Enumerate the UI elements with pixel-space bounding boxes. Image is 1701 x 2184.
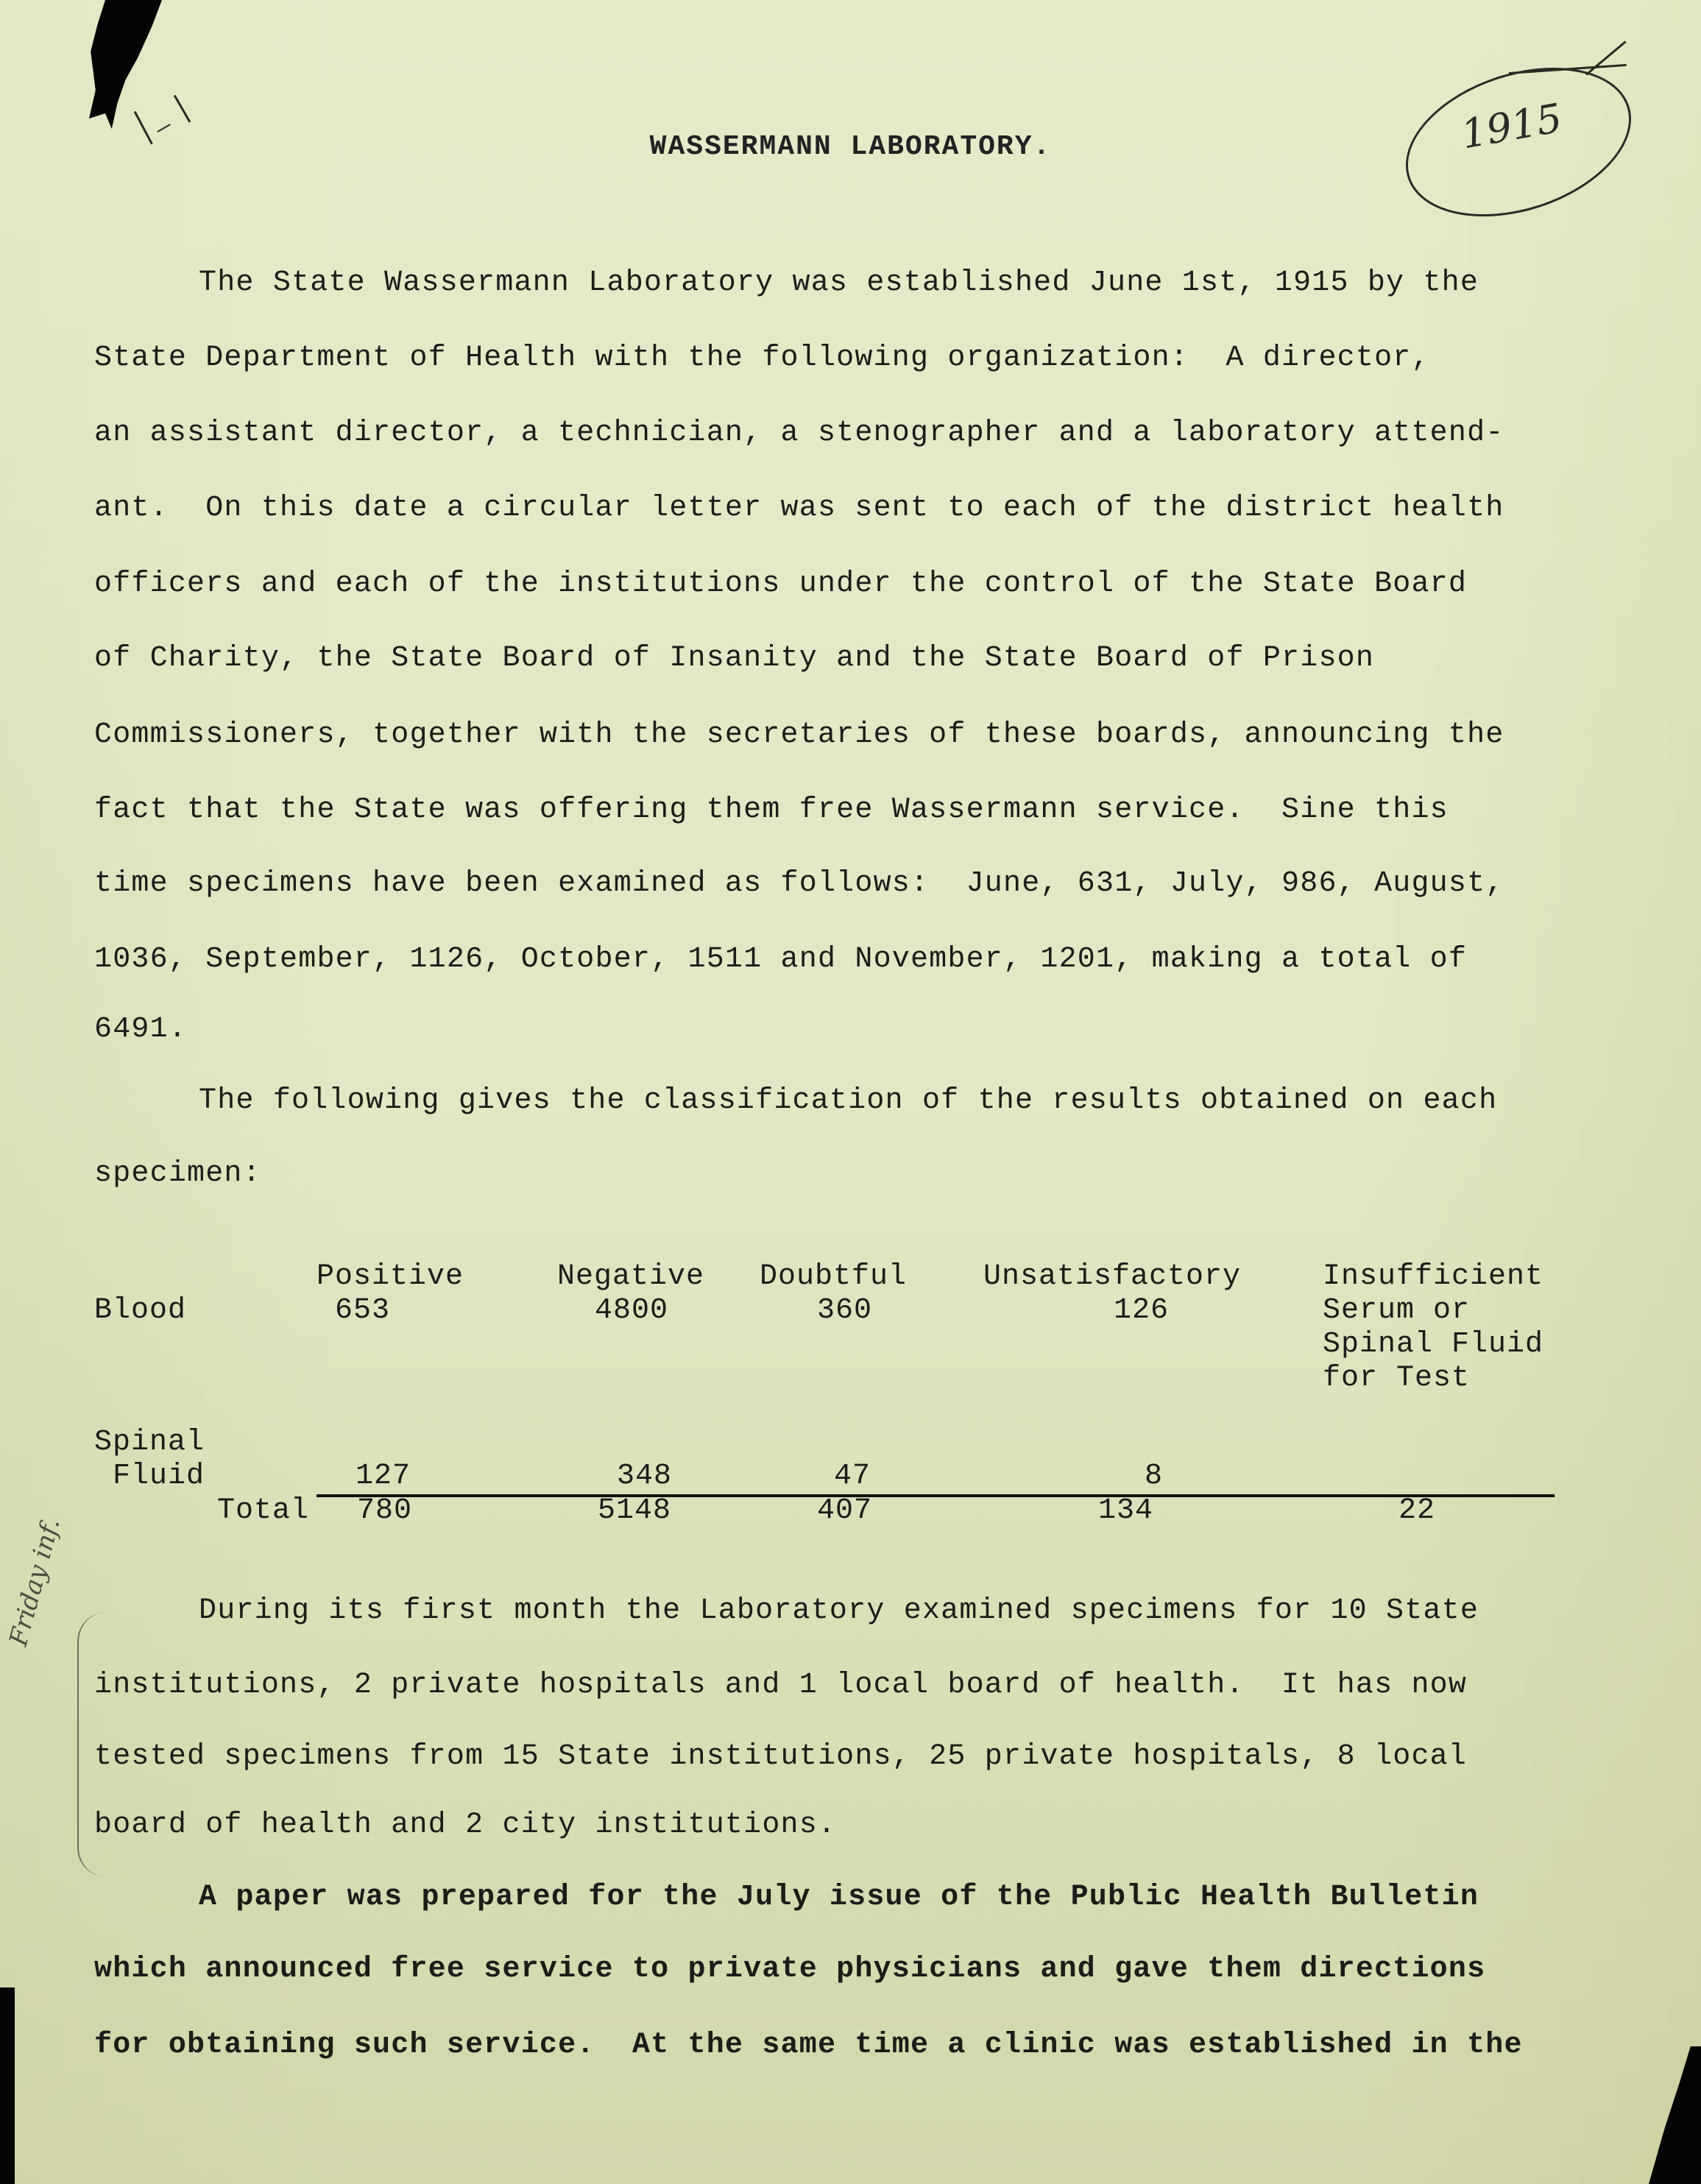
handwritten-year: 1915 xyxy=(1457,94,1566,158)
cell-spinal-positive: 127 xyxy=(356,1460,411,1493)
torn-edge-bottom-left xyxy=(0,1987,15,2184)
column-header-insufficient-line: for Test xyxy=(1323,1362,1471,1395)
text-line: State Department of Health with the following organization: A director, xyxy=(94,342,1430,375)
text-line: officers and each of the institutions under the control of the State Board xyxy=(94,568,1468,601)
text-line: for obtaining such service. At the same time a clinic was established in the xyxy=(94,2029,1523,2062)
text-line: which announced free service to private physicians and gave them directions xyxy=(94,1953,1486,1986)
margin-bracket xyxy=(77,1612,108,1877)
cell-total-unsatisfactory: 134 xyxy=(1098,1494,1154,1527)
text-line: The following gives the classification of the results obtained on each xyxy=(199,1084,1498,1117)
text-line: time specimens have been examined as follows: June, 631, July, 986, August, xyxy=(94,867,1504,900)
row-label-fluid: Fluid xyxy=(94,1460,205,1493)
text-line: board of health and 2 city institutions. xyxy=(94,1809,837,1842)
row-label-spinal: Spinal xyxy=(94,1426,205,1459)
text-line: During its first month the Laboratory examined specimens for 10 State xyxy=(199,1594,1479,1628)
document-title: WASSERMANN LABORATORY. xyxy=(649,131,1052,163)
column-header-insufficient-line: Spinal Fluid xyxy=(1323,1328,1544,1361)
text-line: 6491. xyxy=(94,1013,188,1046)
row-label-blood: Blood xyxy=(94,1294,187,1327)
text-line: specimen: xyxy=(94,1157,261,1190)
text-line: tested specimens from 15 State institutions, 25 private hospitals, 8 local xyxy=(94,1740,1468,1773)
cell-blood-doubtful: 360 xyxy=(817,1294,873,1327)
cell-blood-unsatisfactory: 126 xyxy=(1114,1294,1170,1327)
text-line: ant. On this date a circular letter was sent to each of the district health xyxy=(94,492,1504,525)
text-line: an assistant director, a technician, a stenographer and a laboratory attend- xyxy=(94,417,1504,450)
text-line: The State Wassermann Laboratory was established June 1st, 1915 by the xyxy=(199,266,1479,300)
cell-blood-positive: 653 xyxy=(335,1294,391,1327)
text-line: institutions, 2 private hospitals and 1 local board of health. It has now xyxy=(94,1669,1468,1702)
row-label-total: Total xyxy=(217,1494,310,1527)
cell-blood-negative: 4800 xyxy=(595,1294,669,1327)
column-header-negative: Negative xyxy=(557,1260,705,1293)
handwritten-margin-note: Friday inf. xyxy=(4,1515,66,1650)
cell-total-insufficient: 22 xyxy=(1398,1494,1436,1527)
cell-spinal-negative: 348 xyxy=(617,1460,673,1493)
column-header-doubtful: Doubtful xyxy=(760,1260,908,1293)
column-header-positive: Positive xyxy=(316,1260,464,1293)
cell-spinal-unsatisfactory: 8 xyxy=(1145,1460,1164,1493)
column-header-unsatisfactory: Unsatisfactory xyxy=(983,1260,1242,1293)
text-line: 1036, September, 1126, October, 1511 and November, 1201, making a total of xyxy=(94,943,1468,976)
cell-spinal-doubtful: 47 xyxy=(834,1460,871,1493)
text-line: Commissioners, together with the secretaries of these boards, announcing the xyxy=(94,718,1504,752)
cell-total-positive: 780 xyxy=(357,1494,413,1527)
text-line: of Charity, the State Board of Insanity and the State Board of Prison xyxy=(94,642,1375,675)
column-header-insufficient: Insufficient xyxy=(1323,1260,1544,1293)
text-line: fact that the State was offering them free Wassermann service. Sine this xyxy=(94,794,1449,827)
column-header-insufficient-line: Serum or xyxy=(1323,1294,1471,1327)
cell-total-doubtful: 407 xyxy=(817,1494,873,1527)
total-rule xyxy=(316,1494,1555,1497)
text-line: A paper was prepared for the July issue of the Public Health Bulletin xyxy=(199,1881,1479,1914)
cell-total-negative: 5148 xyxy=(598,1494,672,1527)
